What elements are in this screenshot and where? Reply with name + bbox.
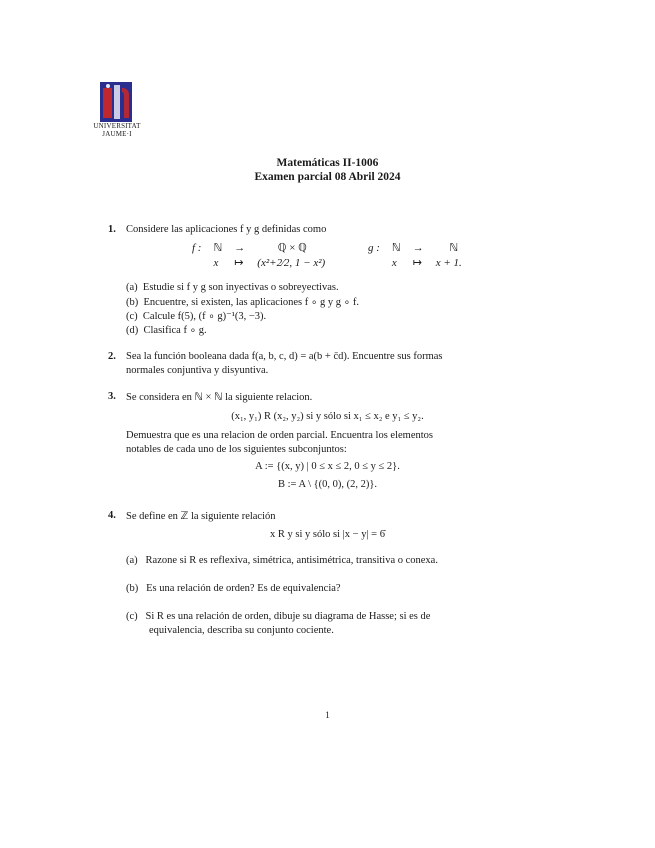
page-number: 1 — [325, 710, 330, 720]
q4-number: 4. — [108, 510, 116, 521]
q1-item-d: (d) Clasifica f ∘ g. — [126, 325, 207, 336]
q1-item-b: (b) Encuentre, si existen, las aplicaciones f ∘ g y g ∘ f. — [126, 297, 359, 308]
logo-line-1: UNIVERSITAT — [93, 122, 141, 130]
f-mapsto: ↦ — [234, 257, 244, 269]
f-arrow: → — [234, 241, 246, 254]
q2-line-1: Sea la función booleana dada f(a, b, c, d) = a(b + c̄d). Encuentre sus formas — [126, 351, 443, 362]
q1-f-definition — [186, 240, 333, 270]
g-mapsto: ↦ — [412, 257, 422, 269]
q3-number: 3. — [108, 391, 116, 402]
q4-relation: x R y si y sólo si |x − y| = 6̇ — [270, 529, 385, 540]
f-name: f : — [192, 241, 202, 254]
q3-intro: Se considera en ℕ × ℕ la siguiente relacion. — [126, 392, 313, 403]
q3-set-b: B := A \ {(0, 0), (2, 2)}. — [277, 479, 378, 490]
logo-wordmark — [93, 122, 141, 138]
q1-item-a: (a) Estudie si f y g son inyectivas o sobreyectivas. — [126, 282, 339, 293]
q1-g-definition — [362, 240, 478, 270]
g-codomain: ℕ — [449, 242, 459, 254]
q1-number: 1. — [108, 224, 116, 235]
university-logo — [100, 82, 132, 122]
q3-set-a: A := {(x, y) | 0 ≤ x ≤ 2, 0 ≤ y ≤ 2}. — [255, 461, 400, 472]
q2-number: 2. — [108, 351, 116, 362]
logo-emblem-icon — [100, 82, 132, 122]
q4-item-c-continued: equivalencia, describa su conjunto cociente. — [149, 625, 334, 636]
q2-line-2: normales conjuntiva y disyuntiva. — [126, 365, 269, 376]
g-domain: ℕ — [391, 242, 401, 254]
q3-line-2: notables de cada uno de los siguientes subconjuntos: — [126, 444, 347, 455]
q4-intro: Se define en ℤ la siguiente relación — [126, 511, 276, 522]
q4-item-c: (c) Si R es una relación de orden, dibuje su diagrama de Hasse; si es de — [126, 611, 431, 622]
q1-intro: Considere las aplicaciones f y g definidas como — [126, 224, 327, 235]
f-var: x — [213, 256, 219, 269]
g-var: x — [391, 256, 397, 269]
f-codomain: ℚ × ℚ — [277, 242, 307, 254]
exam-title: Matemáticas II-1006 — [276, 157, 379, 169]
g-name: g : — [368, 241, 380, 254]
logo-line-2: JAUME·I — [102, 130, 132, 138]
q4-item-b: (b) Es una relación de orden? Es de equivalencia? — [126, 583, 341, 594]
f-domain: ℕ — [213, 242, 223, 254]
g-image: x + 1. — [435, 256, 462, 269]
q4-item-a: (a) Razone si R es reflexiva, simétrica, antisimétrica, transitiva o conexa. — [126, 555, 438, 566]
q3-line-1: Demuestra que es una relacion de orden parcial. Encuentra los elementos — [126, 430, 433, 441]
q3-relation: (x₁, y₁) R (x₂, y₂) si y sólo si x₁ ≤ x₂ e y₁ ≤ y₂. — [231, 411, 424, 422]
q1-item-c: (c) Calcule f(5), (f ∘ g)⁻¹(3, −3). — [126, 311, 267, 322]
f-image: (x²+2⁄2, 1 − x²) — [257, 256, 326, 269]
exam-subtitle: Examen parcial 08 Abril 2024 — [254, 171, 401, 183]
g-arrow: → — [412, 241, 424, 254]
